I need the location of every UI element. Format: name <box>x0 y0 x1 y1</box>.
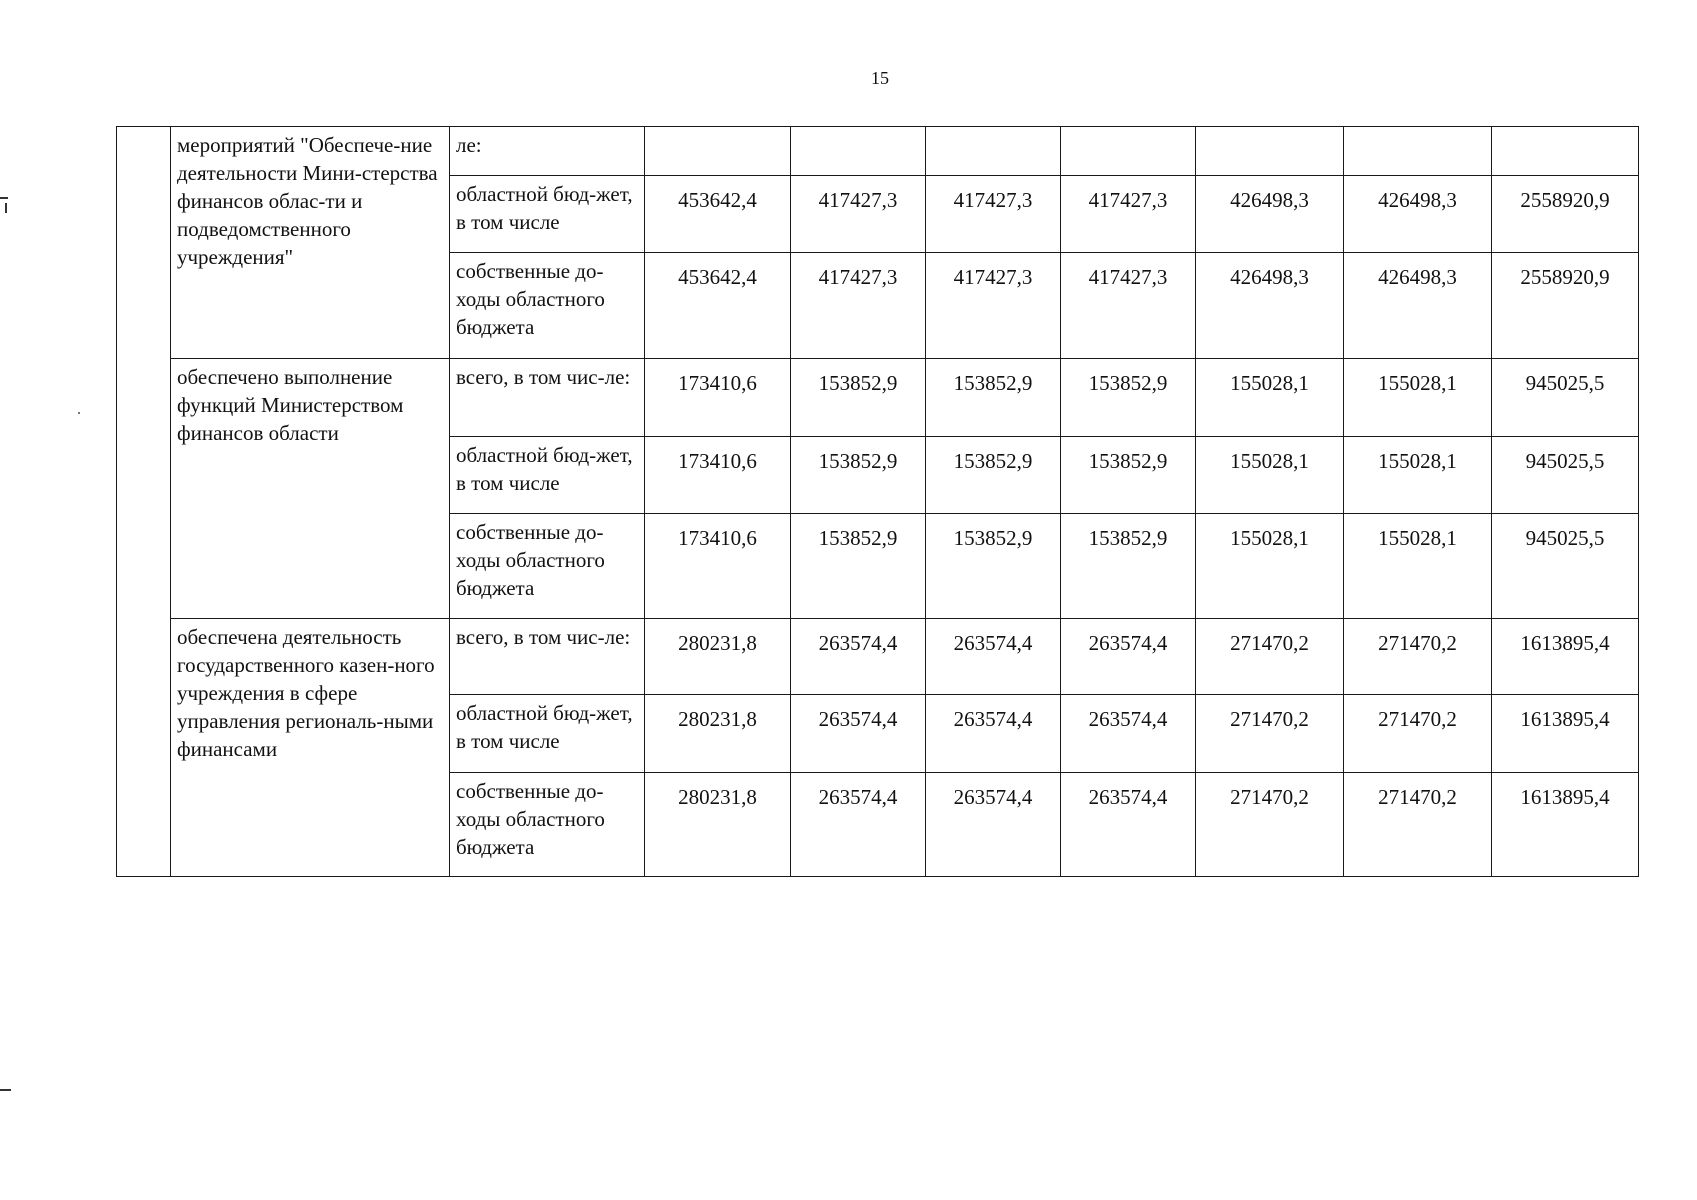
value-cell: 155028,1 <box>1344 437 1492 514</box>
funding-source: областной бюд-жет, в том числе <box>450 176 645 253</box>
value-cell: 945025,5 <box>1492 514 1639 619</box>
value-cell: 271470,2 <box>1344 695 1492 773</box>
group-description: обеспечено выполнение функций Министерством финансов области <box>171 359 450 619</box>
funding-source: областной бюд-жет, в том числе <box>450 437 645 514</box>
value-cell: 263574,4 <box>791 773 926 877</box>
value-cell: 153852,9 <box>926 437 1061 514</box>
value-cell: 263574,4 <box>1061 773 1196 877</box>
value-cell: 153852,9 <box>1061 514 1196 619</box>
value-cell: 271470,2 <box>1344 773 1492 877</box>
value-cell: 945025,5 <box>1492 359 1639 437</box>
value-cell: 945025,5 <box>1492 437 1639 514</box>
table-row <box>117 619 1639 695</box>
value-cell: 263574,4 <box>791 695 926 773</box>
value-cell: 417427,3 <box>1061 253 1196 359</box>
value-cell: 153852,9 <box>926 514 1061 619</box>
group-description: мероприятий "Обеспече-ние деятельности Мини-стерства финансов облас-ти и подведомственного учреждения" <box>171 127 450 359</box>
value-cell: 1613895,4 <box>1492 695 1639 773</box>
value-cell <box>926 127 1061 176</box>
funding-source: собственные до-ходы областного бюджета <box>450 514 645 619</box>
value-cell: 271470,2 <box>1196 619 1344 695</box>
value-cell: 153852,9 <box>926 359 1061 437</box>
value-cell: 173410,6 <box>645 514 791 619</box>
value-cell: 153852,9 <box>791 514 926 619</box>
value-cell: 153852,9 <box>1061 359 1196 437</box>
group-description: обеспечена деятельность государственного казен-ного учреждения в сфере управления региональ-ными финансами <box>171 619 450 877</box>
value-cell: 453642,4 <box>645 253 791 359</box>
value-cell: 417427,3 <box>791 176 926 253</box>
value-cell: 417427,3 <box>926 176 1061 253</box>
value-cell <box>1196 127 1344 176</box>
value-cell: 417427,3 <box>926 253 1061 359</box>
value-cell: 153852,9 <box>791 437 926 514</box>
value-cell <box>1061 127 1196 176</box>
value-cell: 155028,1 <box>1344 359 1492 437</box>
funding-source: всего, в том чис-ле: <box>450 619 645 695</box>
value-cell: 263574,4 <box>926 695 1061 773</box>
value-cell: 153852,9 <box>1061 437 1196 514</box>
value-cell: 426498,3 <box>1196 176 1344 253</box>
value-cell: 280231,8 <box>645 695 791 773</box>
value-cell: 453642,4 <box>645 176 791 253</box>
value-cell: 417427,3 <box>1061 176 1196 253</box>
value-cell: 2558920,9 <box>1492 253 1639 359</box>
value-cell <box>645 127 791 176</box>
value-cell: 263574,4 <box>1061 619 1196 695</box>
value-cell: 2558920,9 <box>1492 176 1639 253</box>
budget-table <box>116 126 1639 877</box>
value-cell: 155028,1 <box>1196 359 1344 437</box>
funding-source: областной бюд-жет, в том числе <box>450 695 645 773</box>
value-cell: 155028,1 <box>1344 514 1492 619</box>
table-row <box>117 127 1639 176</box>
value-cell: 263574,4 <box>926 773 1061 877</box>
value-cell: 173410,6 <box>645 437 791 514</box>
funding-source: ле: <box>450 127 645 176</box>
funding-source: собственные до-ходы областного бюджета <box>450 253 645 359</box>
value-cell: 263574,4 <box>1061 695 1196 773</box>
value-cell <box>1492 127 1639 176</box>
value-cell: 271470,2 <box>1196 695 1344 773</box>
value-cell: 1613895,4 <box>1492 773 1639 877</box>
scan-mark <box>0 197 8 199</box>
value-cell <box>1344 127 1492 176</box>
value-cell: 280231,8 <box>645 619 791 695</box>
scan-mark <box>0 1089 11 1091</box>
table-row <box>117 359 1639 437</box>
value-cell: 153852,9 <box>791 359 926 437</box>
value-cell: 426498,3 <box>1344 176 1492 253</box>
index-column <box>117 127 171 877</box>
scan-mark <box>5 203 7 213</box>
value-cell: 155028,1 <box>1196 514 1344 619</box>
value-cell: 426498,3 <box>1196 253 1344 359</box>
value-cell: 1613895,4 <box>1492 619 1639 695</box>
value-cell: 263574,4 <box>791 619 926 695</box>
value-cell: 263574,4 <box>926 619 1061 695</box>
value-cell <box>791 127 926 176</box>
funding-source: всего, в том чис-ле: <box>450 359 645 437</box>
value-cell: 426498,3 <box>1344 253 1492 359</box>
funding-source: собственные до-ходы областного бюджета <box>450 773 645 877</box>
value-cell: 173410,6 <box>645 359 791 437</box>
page-number: 15 <box>871 68 889 88</box>
value-cell: 271470,2 <box>1344 619 1492 695</box>
value-cell: 417427,3 <box>791 253 926 359</box>
value-cell: 271470,2 <box>1196 773 1344 877</box>
value-cell: 280231,8 <box>645 773 791 877</box>
scan-mark <box>78 412 80 414</box>
value-cell: 155028,1 <box>1196 437 1344 514</box>
